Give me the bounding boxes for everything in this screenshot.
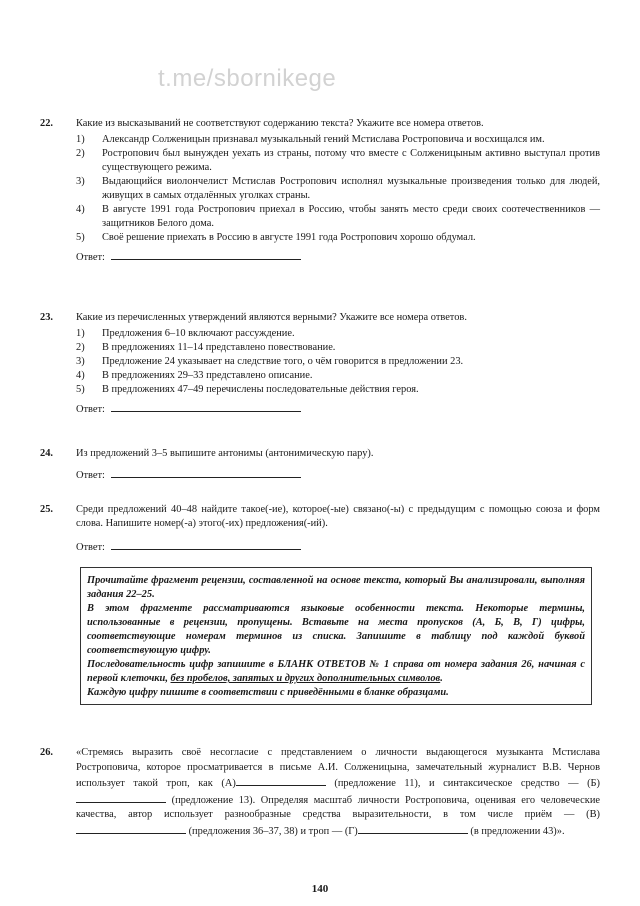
instructions-answer-form: Последовательность цифр запишите в БЛАНК ОТВЕТОВ № 1 справа от номера задания 26, начиная с первой клеточки, без пробелов, запятых и других дополнительных символов. [87, 659, 585, 684]
question-number: 26. [40, 747, 53, 758]
option: 4) В предложениях 29–33 представлено описание. [76, 370, 313, 381]
option: 3) Выдающийся виолончелист Мстислав Ростропович исполнял музыкальные произведения только для людей, живущих в самых отдалённых уголках страны. [76, 176, 600, 201]
question-text: Какие из высказываний не соответствуют содержанию текста? Укажите все номера ответов. [76, 118, 484, 129]
blank-a[interactable] [236, 775, 326, 786]
answer-field[interactable] [111, 539, 301, 550]
answer-label: Ответ: [76, 470, 105, 481]
instructions-box [80, 567, 592, 705]
answer-label: Ответ: [76, 252, 105, 263]
option: 4) В августе 1991 года Ростропович приехал в Россию, чтобы занять место среди своих соотечественников — защитников Белого дома. [76, 204, 600, 229]
option: 5) Своё решение приехать в Россию в августе 1991 года Ростропович хорошо обдумал. [76, 232, 476, 243]
answer-field[interactable] [111, 249, 301, 260]
answer-row [76, 249, 600, 265]
answer-label: Ответ: [76, 404, 105, 415]
review-text: «Стремясь выразить своё несогласие с представлением о личности выдающегося музыканта Мстислава Ростроповича, которое просматривается в письме А.И. Солженицына, замечательный журналист В.В. Чернов использует такой троп, как (А) (предложение 11), и синтаксическое средство — (Б) (предложение 13). Определяя масштаб личности Ростроповича, оценивая его человеческие качества, автор использует разнообразные средства выразительности, в том числе приём — (В) (предложения 36–37, 38) и троп — (Г) (в предложении 43)». [76, 747, 600, 837]
watermark: t.me/sbornikege [158, 65, 337, 92]
question-23 [40, 311, 600, 417]
instructions-digits: Каждую цифру пишите в соответствии с приведёнными в бланке образцами. [87, 687, 449, 698]
question-text: Какие из перечисленных утверждений являются верными? Укажите все номера ответов. [76, 312, 467, 323]
answer-row [76, 401, 600, 417]
blank-g[interactable] [358, 823, 468, 834]
options-list [76, 133, 600, 245]
question-number: 25. [40, 504, 53, 515]
answer-field[interactable] [111, 401, 301, 412]
question-22 [40, 117, 600, 265]
option: 1) Предложения 6–10 включают рассуждение. [76, 328, 295, 339]
question-24 [40, 447, 600, 483]
question-number: 22. [40, 118, 53, 129]
blank-b[interactable] [76, 792, 166, 803]
blank-v[interactable] [76, 823, 186, 834]
option: 1) Александр Солженицын признавал музыкальный гений Мстислава Ростроповича и восхищался им. [76, 134, 545, 145]
question-text: Из предложений 3–5 выпишите антонимы (антонимическую пару). [76, 448, 374, 459]
question-text: Среди предложений 40–48 найдите такое(-ие), которое(-ые) связано(-ы) с предыдущим с помощью союза и форм слова. Напишите номер(-а) этого(-их) предложения(-ий). [76, 504, 600, 529]
question-number: 24. [40, 448, 53, 459]
answer-row [76, 539, 600, 555]
answer-row [76, 467, 600, 483]
question-26 [40, 746, 600, 839]
instructions-intro: Прочитайте фрагмент рецензии, составленной на основе текста, который Вы анализировали, выполняя задания 22–25. [87, 575, 585, 600]
question-number: 23. [40, 312, 53, 323]
option: 2) Ростропович был вынужден уехать из страны, потому что вместе с Солженицыным активно выступал против существующего режима. [76, 148, 600, 173]
question-25 [40, 503, 600, 555]
options-list [76, 327, 600, 397]
page-number: 140 [311, 883, 329, 895]
answer-label: Ответ: [76, 542, 105, 553]
answer-field[interactable] [111, 467, 301, 478]
option: 5) В предложениях 47–49 перечислены последовательные действия героя. [76, 384, 419, 395]
option: 2) В предложениях 11–14 представлено повествование. [76, 342, 336, 353]
option: 3) Предложение 24 указывает на следствие того, о чём говорится в предложении 23. [76, 356, 464, 367]
instructions-terms: В этом фрагменте рассматриваются языковые особенности текста. Некоторые термины, использованные в рецензии, пропущены. Вставьте на места пропусков (А, Б, В, Г) цифры, соответствующие номерам терминов из списка. Запишите в таблицу под каждой буквой соответствующую цифру. [87, 603, 585, 656]
